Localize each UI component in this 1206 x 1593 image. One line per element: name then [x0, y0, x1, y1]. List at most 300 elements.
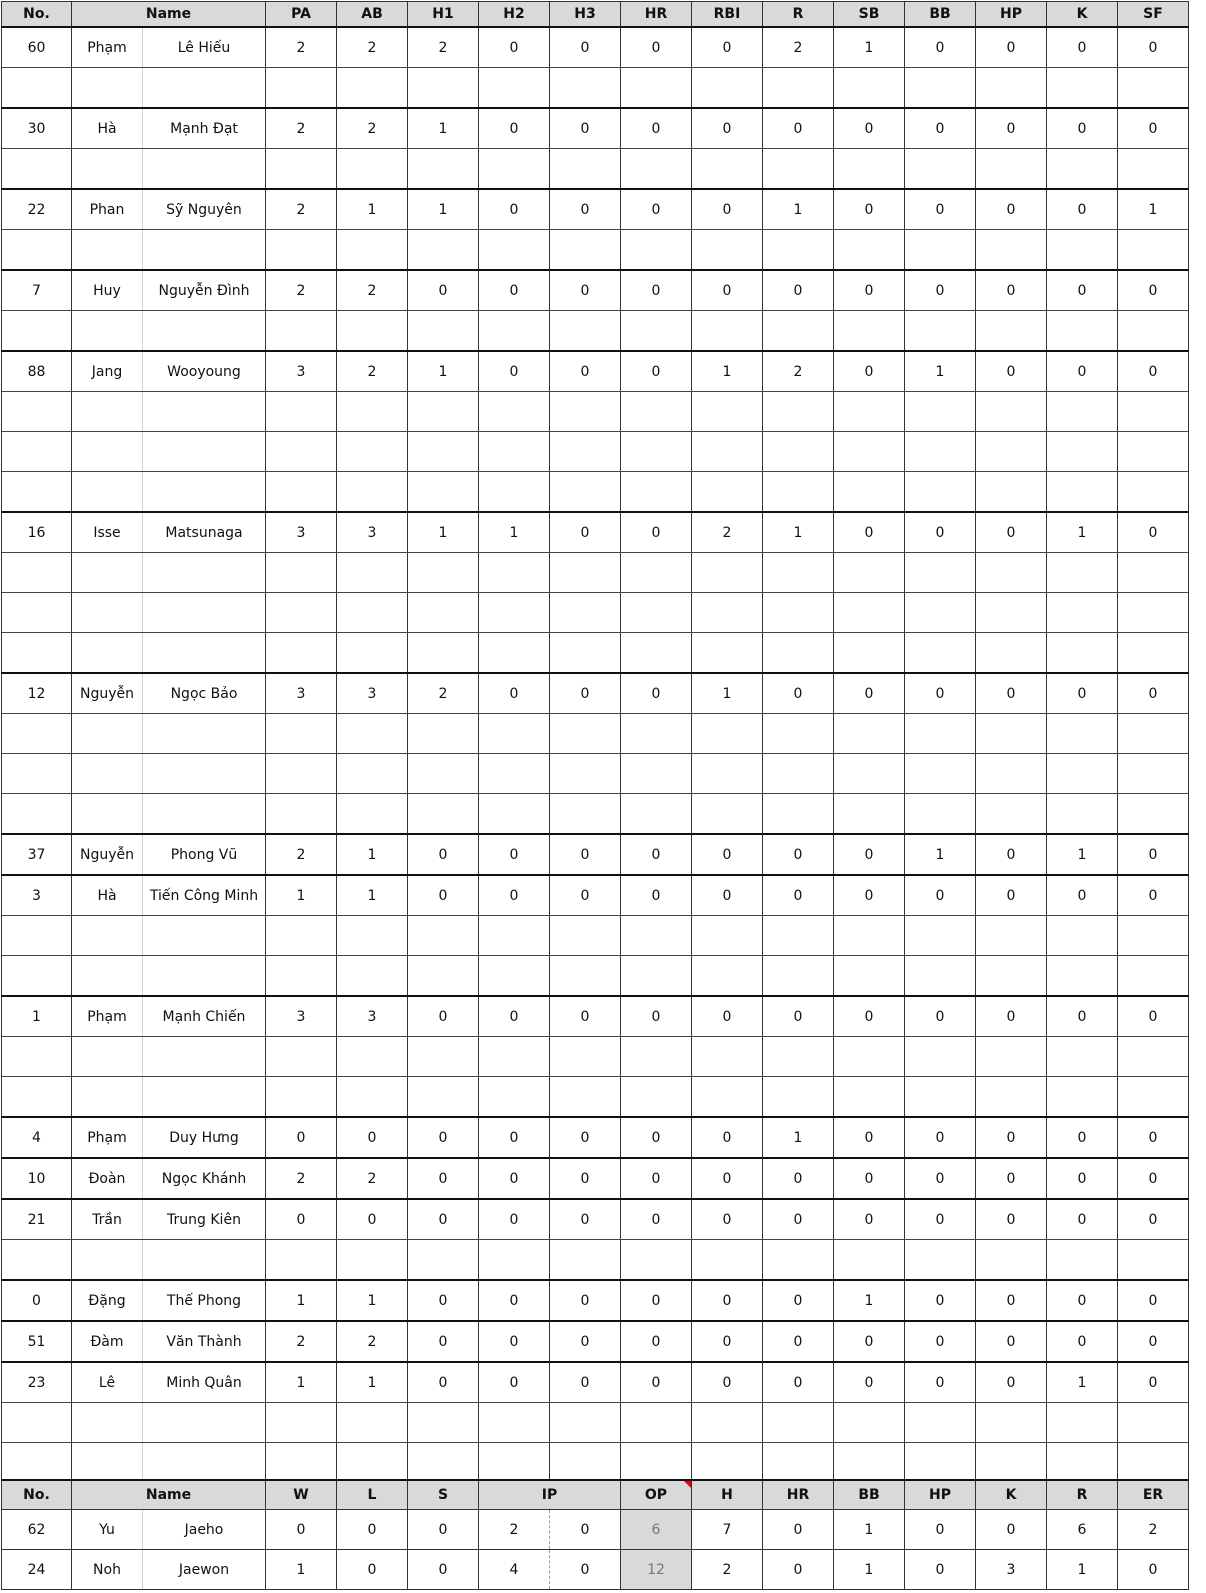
empty-cell	[72, 149, 143, 190]
batting-row	[2, 512, 1189, 553]
empty-cell	[834, 633, 905, 674]
empty-cell	[479, 553, 550, 593]
empty-cell	[763, 1037, 834, 1077]
stat-h2: 0	[479, 1158, 550, 1199]
stat-hp: 0	[976, 1199, 1047, 1240]
player-number: 7	[2, 270, 72, 311]
empty-cell	[479, 714, 550, 754]
empty-cell	[905, 230, 976, 271]
player-first-name: Phạm	[72, 996, 143, 1037]
empty-cell	[621, 916, 692, 956]
stat-k: 0	[1047, 270, 1118, 311]
empty-cell	[550, 633, 621, 674]
empty-cell	[337, 1443, 408, 1484]
player-first-name: Nguyễn	[72, 834, 143, 875]
empty-cell	[621, 1077, 692, 1118]
stat-h2: 0	[479, 1321, 550, 1362]
stat-rbi: 1	[692, 673, 763, 714]
stat-hp: 0	[976, 351, 1047, 392]
batting-blank-row	[2, 1240, 1189, 1281]
empty-cell	[905, 794, 976, 835]
empty-cell	[905, 916, 976, 956]
player-last-name: Duy Hưng	[143, 1117, 266, 1158]
empty-cell	[1047, 230, 1118, 271]
empty-cell	[550, 1240, 621, 1281]
stat-ab: 1	[337, 189, 408, 230]
empty-cell	[834, 1037, 905, 1077]
batting-row	[2, 1362, 1189, 1403]
stat-h3: 0	[550, 27, 621, 68]
empty-cell	[834, 1403, 905, 1443]
stat-hp: 0	[976, 1321, 1047, 1362]
empty-cell	[1118, 714, 1189, 754]
empty-cell	[834, 432, 905, 472]
stat-bb: 0	[905, 1199, 976, 1240]
empty-cell	[408, 1443, 479, 1484]
empty-cell	[2, 472, 72, 513]
stat-rbi: 1	[692, 351, 763, 392]
pitching-col-header-ip: IP	[479, 1480, 621, 1510]
empty-cell	[408, 230, 479, 271]
empty-cell	[266, 916, 337, 956]
stat-w: 1	[266, 1550, 337, 1590]
empty-cell	[72, 1240, 143, 1281]
batting-col-header-pa: PA	[266, 2, 337, 28]
empty-cell	[692, 633, 763, 674]
empty-cell	[266, 714, 337, 754]
stat-k: 0	[1047, 875, 1118, 916]
pitcher-last-name: Jaeho	[143, 1510, 266, 1550]
empty-cell	[976, 714, 1047, 754]
empty-cell	[976, 1443, 1047, 1484]
empty-cell	[408, 1077, 479, 1118]
empty-cell	[763, 593, 834, 633]
empty-cell	[337, 149, 408, 190]
player-last-name: Mạnh Đạt	[143, 108, 266, 149]
empty-cell	[1047, 633, 1118, 674]
empty-cell	[337, 633, 408, 674]
stat-ab: 3	[337, 996, 408, 1037]
pitching-col-header-bb: BB	[834, 1480, 905, 1510]
player-number: 60	[2, 27, 72, 68]
empty-cell	[621, 754, 692, 794]
batting-header-row	[2, 2, 1189, 28]
empty-cell	[2, 1077, 72, 1118]
batting-row	[2, 351, 1189, 392]
empty-cell	[621, 149, 692, 190]
empty-cell	[905, 68, 976, 109]
player-first-name: Phạm	[72, 1117, 143, 1158]
pitching-col-header-l: L	[337, 1480, 408, 1510]
stat-h3: 0	[550, 834, 621, 875]
stat-rbi: 0	[692, 1362, 763, 1403]
stat-bb: 0	[905, 270, 976, 311]
player-first-name: Đoàn	[72, 1158, 143, 1199]
empty-cell	[905, 432, 976, 472]
stat-op: 12	[621, 1550, 692, 1590]
empty-cell	[143, 1443, 266, 1484]
stat-hp: 0	[976, 673, 1047, 714]
stat-h1: 0	[408, 875, 479, 916]
empty-cell	[337, 311, 408, 352]
empty-cell	[337, 794, 408, 835]
empty-cell	[1118, 794, 1189, 835]
stat-rbi: 0	[692, 875, 763, 916]
empty-cell	[72, 472, 143, 513]
stat-hr: 0	[621, 270, 692, 311]
batting-col-header-hr: HR	[621, 2, 692, 28]
pitcher-first-name: Yu	[72, 1510, 143, 1550]
player-last-name: Nguyễn Đình	[143, 270, 266, 311]
empty-cell	[1118, 472, 1189, 513]
stat-rbi: 0	[692, 1117, 763, 1158]
player-first-name: Huy	[72, 270, 143, 311]
empty-cell	[692, 1037, 763, 1077]
stat-ab: 1	[337, 834, 408, 875]
empty-cell	[834, 392, 905, 432]
empty-cell	[266, 1240, 337, 1281]
stat-ip-fraction: 0	[550, 1550, 621, 1590]
stat-hr: 0	[621, 1362, 692, 1403]
stat-bb: 0	[905, 1280, 976, 1321]
stat-h2: 0	[479, 1117, 550, 1158]
stat-sb: 1	[834, 27, 905, 68]
empty-cell	[479, 593, 550, 633]
empty-cell	[621, 1037, 692, 1077]
stat-sf: 0	[1118, 27, 1189, 68]
empty-cell	[834, 1443, 905, 1484]
stat-h1: 0	[408, 996, 479, 1037]
empty-cell	[976, 1077, 1047, 1118]
empty-cell	[72, 230, 143, 271]
batting-col-header-ab: AB	[337, 2, 408, 28]
stat-l: 0	[337, 1510, 408, 1550]
batting-blank-row	[2, 1403, 1189, 1443]
player-last-name: Tiến Công Minh	[143, 875, 266, 916]
empty-cell	[479, 149, 550, 190]
player-number: 0	[2, 1280, 72, 1321]
batting-blank-row	[2, 432, 1189, 472]
empty-cell	[266, 472, 337, 513]
stat-r: 0	[763, 834, 834, 875]
empty-cell	[763, 754, 834, 794]
empty-cell	[408, 392, 479, 432]
stat-h1: 0	[408, 1280, 479, 1321]
stat-sf: 0	[1118, 1158, 1189, 1199]
stat-er: 0	[1118, 1550, 1189, 1590]
stat-hr: 0	[621, 875, 692, 916]
empty-cell	[976, 432, 1047, 472]
empty-cell	[1047, 593, 1118, 633]
empty-cell	[266, 392, 337, 432]
empty-cell	[763, 432, 834, 472]
empty-cell	[337, 472, 408, 513]
pitching-col-header-s: S	[408, 1480, 479, 1510]
empty-cell	[1118, 311, 1189, 352]
empty-cell	[550, 916, 621, 956]
empty-cell	[1047, 956, 1118, 997]
empty-cell	[337, 754, 408, 794]
player-number: 30	[2, 108, 72, 149]
stat-ab: 2	[337, 1321, 408, 1362]
stat-sb: 0	[834, 1362, 905, 1403]
stat-r: 1	[763, 512, 834, 553]
empty-cell	[143, 553, 266, 593]
empty-cell	[905, 593, 976, 633]
batting-blank-row	[2, 633, 1189, 674]
empty-cell	[479, 230, 550, 271]
empty-cell	[72, 432, 143, 472]
stat-rbi: 0	[692, 1158, 763, 1199]
batting-row	[2, 875, 1189, 916]
empty-cell	[905, 1443, 976, 1484]
batting-col-header-bb: BB	[905, 2, 976, 28]
empty-cell	[550, 794, 621, 835]
empty-cell	[143, 1403, 266, 1443]
empty-cell	[2, 149, 72, 190]
stat-sb: 1	[834, 1280, 905, 1321]
pitching-row	[2, 1510, 1189, 1550]
stat-bb: 0	[905, 875, 976, 916]
empty-cell	[408, 714, 479, 754]
empty-cell	[621, 311, 692, 352]
stat-sf: 0	[1118, 834, 1189, 875]
empty-cell	[143, 794, 266, 835]
stat-bb: 0	[905, 1158, 976, 1199]
stat-rbi: 0	[692, 189, 763, 230]
pitching-col-header-r: R	[1047, 1480, 1118, 1510]
empty-cell	[692, 392, 763, 432]
stat-pa: 3	[266, 673, 337, 714]
empty-cell	[1118, 553, 1189, 593]
empty-cell	[2, 1403, 72, 1443]
empty-cell	[905, 553, 976, 593]
empty-cell	[976, 68, 1047, 109]
stat-hp: 0	[905, 1510, 976, 1550]
empty-cell	[550, 553, 621, 593]
stat-sb: 0	[834, 351, 905, 392]
batting-blank-row	[2, 1443, 1189, 1484]
stat-ab: 2	[337, 108, 408, 149]
empty-cell	[2, 1240, 72, 1281]
empty-cell	[976, 230, 1047, 271]
empty-cell	[408, 956, 479, 997]
pitching-col-header-hr: HR	[763, 1480, 834, 1510]
empty-cell	[337, 1240, 408, 1281]
batting-body	[2, 27, 1189, 1483]
stat-k: 0	[1047, 1199, 1118, 1240]
stat-k: 0	[1047, 1321, 1118, 1362]
empty-cell	[905, 1240, 976, 1281]
empty-cell	[479, 68, 550, 109]
batting-blank-row	[2, 754, 1189, 794]
stat-sb: 0	[834, 673, 905, 714]
empty-cell	[1118, 1240, 1189, 1281]
batting-row	[2, 189, 1189, 230]
empty-cell	[692, 593, 763, 633]
stat-h3: 0	[550, 189, 621, 230]
stat-h3: 0	[550, 351, 621, 392]
stat-hr: 0	[621, 1321, 692, 1362]
empty-cell	[550, 754, 621, 794]
batting-row	[2, 1199, 1189, 1240]
stat-ip-fraction: 0	[550, 1510, 621, 1550]
empty-cell	[692, 1077, 763, 1118]
stat-bb: 0	[905, 673, 976, 714]
stat-bb: 0	[905, 27, 976, 68]
batting-row	[2, 1280, 1189, 1321]
stat-sb: 0	[834, 108, 905, 149]
empty-cell	[550, 593, 621, 633]
stat-k: 1	[1047, 834, 1118, 875]
empty-cell	[692, 432, 763, 472]
stat-bb: 0	[905, 512, 976, 553]
stat-hr: 0	[621, 512, 692, 553]
stat-ab: 1	[337, 1362, 408, 1403]
empty-cell	[905, 714, 976, 754]
stat-hp: 0	[976, 1280, 1047, 1321]
empty-cell	[692, 553, 763, 593]
empty-cell	[692, 1240, 763, 1281]
player-number: 16	[2, 512, 72, 553]
stat-rbi: 0	[692, 108, 763, 149]
empty-cell	[2, 230, 72, 271]
empty-cell	[621, 593, 692, 633]
stat-h3: 0	[550, 1158, 621, 1199]
empty-cell	[1047, 714, 1118, 754]
stat-r: 0	[763, 1362, 834, 1403]
empty-cell	[2, 553, 72, 593]
empty-cell	[763, 1403, 834, 1443]
stat-w: 0	[266, 1510, 337, 1550]
empty-cell	[143, 633, 266, 674]
empty-cell	[479, 916, 550, 956]
stat-hr: 0	[621, 673, 692, 714]
stat-k: 1	[1047, 512, 1118, 553]
empty-cell	[337, 230, 408, 271]
empty-cell	[479, 956, 550, 997]
stat-rbi: 0	[692, 1199, 763, 1240]
player-last-name: Lê Hiếu	[143, 27, 266, 68]
empty-cell	[2, 714, 72, 754]
empty-cell	[143, 754, 266, 794]
empty-cell	[905, 392, 976, 432]
empty-cell	[266, 432, 337, 472]
empty-cell	[1047, 794, 1118, 835]
stat-h3: 0	[550, 1321, 621, 1362]
stat-s: 0	[408, 1550, 479, 1590]
batting-row	[2, 996, 1189, 1037]
stat-hr: 0	[621, 27, 692, 68]
stat-k: 3	[976, 1550, 1047, 1590]
empty-cell	[479, 311, 550, 352]
batting-blank-row	[2, 149, 1189, 190]
empty-cell	[408, 1037, 479, 1077]
empty-cell	[621, 553, 692, 593]
player-number: 12	[2, 673, 72, 714]
pitching-col-header-no: No.	[2, 1480, 72, 1510]
stat-hp: 0	[976, 270, 1047, 311]
empty-cell	[905, 472, 976, 513]
stat-h3: 0	[550, 1280, 621, 1321]
comment-indicator-icon[interactable]	[684, 1481, 691, 1488]
batting-row	[2, 1117, 1189, 1158]
pitcher-number: 24	[2, 1550, 72, 1590]
player-first-name: Hà	[72, 875, 143, 916]
empty-cell	[905, 1037, 976, 1077]
empty-cell	[143, 311, 266, 352]
player-last-name: Thế Phong	[143, 1280, 266, 1321]
pitching-stats-table	[1, 1479, 1189, 1590]
empty-cell	[408, 633, 479, 674]
pitching-body	[2, 1510, 1189, 1590]
empty-cell	[72, 1037, 143, 1077]
batting-blank-row	[2, 1077, 1189, 1118]
pitching-col-header-name: Name	[72, 1480, 266, 1510]
stat-rbi: 0	[692, 1321, 763, 1362]
stat-h1: 0	[408, 270, 479, 311]
empty-cell	[1118, 1077, 1189, 1118]
batting-blank-row	[2, 956, 1189, 997]
stat-sf: 0	[1118, 1117, 1189, 1158]
empty-cell	[143, 1077, 266, 1118]
batting-col-header-rbi: RBI	[692, 2, 763, 28]
pitcher-last-name: Jaewon	[143, 1550, 266, 1590]
stat-er: 2	[1118, 1510, 1189, 1550]
player-number: 10	[2, 1158, 72, 1199]
stat-ab: 2	[337, 351, 408, 392]
batting-blank-row	[2, 230, 1189, 271]
empty-cell	[266, 754, 337, 794]
stat-hp: 0	[976, 108, 1047, 149]
stat-sb: 0	[834, 1117, 905, 1158]
empty-cell	[266, 311, 337, 352]
empty-cell	[408, 68, 479, 109]
empty-cell	[1118, 1443, 1189, 1484]
empty-cell	[2, 593, 72, 633]
empty-cell	[834, 714, 905, 754]
stat-r: 1	[763, 1117, 834, 1158]
empty-cell	[692, 956, 763, 997]
empty-cell	[763, 794, 834, 835]
player-last-name: Văn Thành	[143, 1321, 266, 1362]
empty-cell	[408, 794, 479, 835]
stat-sb: 0	[834, 189, 905, 230]
empty-cell	[763, 311, 834, 352]
stat-pa: 2	[266, 189, 337, 230]
stat-h1: 0	[408, 1321, 479, 1362]
empty-cell	[692, 68, 763, 109]
stat-ip-whole: 4	[479, 1550, 550, 1590]
stat-hp: 0	[976, 996, 1047, 1037]
stat-ab: 2	[337, 1158, 408, 1199]
player-first-name: Phạm	[72, 27, 143, 68]
stat-h1: 1	[408, 351, 479, 392]
player-first-name: Nguyễn	[72, 673, 143, 714]
stat-h1: 1	[408, 512, 479, 553]
player-number: 22	[2, 189, 72, 230]
stat-sf: 0	[1118, 1199, 1189, 1240]
player-last-name: Wooyoung	[143, 351, 266, 392]
empty-cell	[1118, 754, 1189, 794]
empty-cell	[266, 1037, 337, 1077]
empty-cell	[1047, 149, 1118, 190]
empty-cell	[479, 392, 550, 432]
empty-cell	[976, 916, 1047, 956]
player-last-name: Minh Quân	[143, 1362, 266, 1403]
stat-pa: 3	[266, 996, 337, 1037]
stat-bb: 1	[905, 834, 976, 875]
